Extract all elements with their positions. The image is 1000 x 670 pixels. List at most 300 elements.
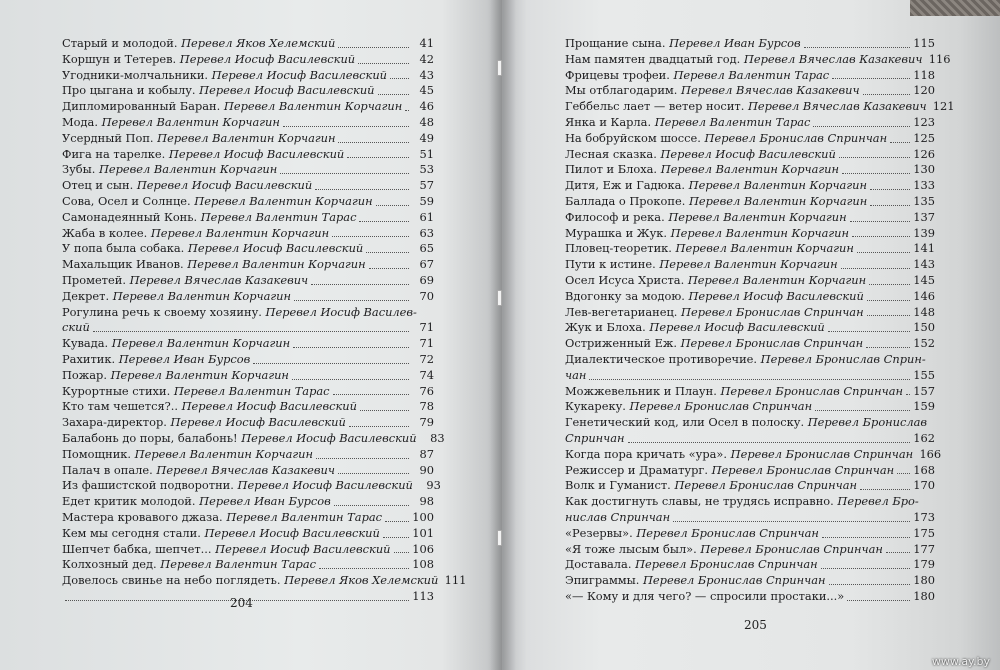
toc-entry [62, 542, 434, 558]
leader-dots [338, 47, 409, 48]
leader-dots [360, 410, 409, 411]
toc-entry [62, 399, 434, 415]
entry-title: Лев-вегетарианец. [565, 304, 678, 319]
toc-entry [565, 178, 935, 194]
entry-title: Генетический код, или Осел в полоску. [565, 415, 805, 430]
entry-page: 120 [913, 83, 935, 98]
entry-translator: Перевел Валентин Корчагин [670, 225, 849, 240]
entry-title: Лесная сказка. [565, 146, 657, 161]
leader-dots [253, 363, 409, 364]
right-page [502, 0, 1000, 670]
toc-entry [62, 463, 434, 479]
entry-translator: Перевел Иосиф Василевский [181, 399, 357, 414]
toc-entry-continued [565, 431, 935, 447]
entry-page: 71 [419, 320, 434, 335]
leader-dots [405, 110, 409, 111]
entry-title: Жаба в колее. [62, 225, 148, 240]
toc-entry [565, 162, 935, 178]
entry-title: Прометей. [62, 272, 126, 287]
page-number-left: 204 [230, 596, 253, 610]
toc-entry [62, 526, 434, 542]
leader-dots [338, 142, 409, 143]
toc-entry [565, 573, 935, 589]
leader-dots [832, 78, 910, 79]
entry-page: 152 [913, 336, 935, 351]
entry-page: 51 [419, 146, 434, 161]
entry-translator: Перевел Валентин Корчагин [187, 257, 366, 272]
entry-translator: Перевел Валентин Корчагин [223, 99, 403, 114]
entry-page: 83 [430, 430, 445, 445]
entry-translator: Перевел Валентин Тарас [226, 509, 383, 524]
entry-page: 180 [913, 588, 935, 603]
entry-title: Помощник. [62, 446, 132, 461]
toc-entry [565, 384, 935, 400]
entry-title: На бобруйском шоссе. [565, 130, 701, 145]
leader-dots [333, 394, 409, 395]
toc-entry [62, 557, 434, 573]
leader-dots [857, 252, 910, 253]
toc-entry [62, 194, 434, 210]
leader-dots [847, 600, 910, 601]
entry-translator: Перевел Иосиф Василевский [215, 541, 391, 556]
toc-entry [62, 273, 434, 289]
entry-translator: Перевел Валентин Тарас [654, 114, 811, 129]
entry-title: Остриженный Еж. [565, 336, 677, 351]
entry-page: 49 [419, 130, 434, 145]
toc-entry [565, 478, 935, 494]
toc-entry [62, 36, 434, 52]
entry-translator: Перевел Бронислав Спринчан [704, 130, 888, 145]
entry-page: 133 [913, 178, 935, 193]
entry-page: 67 [419, 257, 434, 272]
entry-translator: Перевел Бронислав Спринчан [730, 446, 914, 461]
entry-page: 53 [419, 162, 434, 177]
entry-title: Янка и Карла. [565, 114, 652, 129]
entry-title: Зубы. [62, 162, 96, 177]
entry-page: 135 [913, 193, 935, 208]
entry-page: 157 [913, 383, 935, 398]
entry-page: 48 [419, 114, 434, 129]
leader-dots [390, 78, 409, 79]
entry-title: Как достигнуть славы, не трудясь исправно. [565, 494, 834, 509]
leader-dots [863, 94, 910, 95]
entry-title: Кувада. [62, 336, 109, 351]
entry-page: 118 [913, 67, 935, 82]
leader-dots [332, 236, 409, 237]
entry-title: Декрет. [62, 288, 110, 303]
toc-entry [62, 210, 434, 226]
toc-entry [565, 131, 935, 147]
entry-title: Кукареку. [565, 399, 626, 414]
toc-entry [62, 447, 434, 463]
entry-page: 63 [419, 225, 434, 240]
entry-title: Можжевельник и Плаун. [565, 383, 717, 398]
toc-entry [565, 273, 935, 289]
toc-entry [565, 115, 935, 131]
entry-translator: Перевел Валентин Корчагин [110, 367, 289, 382]
entry-translator: Перевел Валентин Корчагин [668, 209, 847, 224]
entry-title: Довелось свинье на небо поглядеть. [62, 573, 281, 588]
entry-translator: Перевел Валентин Тарас [200, 209, 357, 224]
toc-entry [62, 99, 434, 115]
leader-dots [369, 268, 409, 269]
toc-entry [62, 510, 434, 526]
leader-dots [867, 300, 910, 301]
entry-page: 70 [419, 288, 434, 303]
toc-entry [565, 226, 935, 242]
toc-entry [62, 478, 441, 494]
entry-translator: Перевел Иосиф Василевский [187, 241, 364, 256]
toc-entry [565, 352, 935, 368]
toc-entry [62, 352, 434, 368]
entry-title: Мы отблагодарим. [565, 83, 678, 98]
entry-translator: Перевел Бронислав Спринчан [642, 573, 826, 588]
entry-translator: Перевел Валентин Корчагин [688, 193, 868, 208]
entry-page: 123 [913, 114, 935, 129]
leader-dots [828, 331, 910, 332]
leader-dots [394, 552, 409, 553]
leader-dots [358, 63, 409, 64]
entry-translator: Перевел Бронислав Спринчан [629, 399, 813, 414]
leader-dots [338, 473, 409, 474]
entry-page: 90 [419, 462, 434, 477]
leader-dots [673, 521, 910, 522]
entry-page: 180 [913, 573, 935, 588]
entry-title: Режиссер и Драматург. [565, 462, 708, 477]
entry-title: Кем мы сегодня стали. [62, 525, 201, 540]
entry-page: 150 [913, 320, 935, 335]
entry-translator: Перевел Бронислав Спринчан [680, 336, 864, 351]
entry-title: Махальщик Иванов. [62, 257, 184, 272]
leader-dots [842, 173, 910, 174]
toc-entry [62, 162, 434, 178]
entry-page: 130 [913, 162, 935, 177]
toc-entry [62, 68, 434, 84]
entry-page: 101 [412, 525, 434, 540]
entry-translator-continued: ский [62, 320, 90, 335]
entry-translator-continued: нислав Спринчан [565, 509, 671, 524]
toc-entry [62, 147, 434, 163]
entry-title: Баллада о Прокопе. [565, 193, 686, 208]
entry-title: Рогулина речь к своему хозяину. [62, 304, 262, 319]
entry-page: 159 [913, 399, 935, 414]
entry-page: 173 [913, 509, 935, 524]
toc-entry [62, 241, 434, 257]
leader-dots [841, 268, 910, 269]
entry-translator: Перевел Валентин Корчагин [111, 336, 291, 351]
leader-dots [334, 505, 409, 506]
toc-entry [62, 289, 434, 305]
leader-dots [283, 126, 409, 127]
entry-page: 106 [412, 541, 434, 556]
binding-stitch [497, 60, 502, 76]
entry-translator: Перевел Иосиф Василевский [179, 51, 356, 66]
leader-dots [294, 300, 409, 301]
leader-dots [383, 537, 409, 538]
entry-title: Философ и река. [565, 209, 665, 224]
entry-title: Пловец-теоретик. [565, 241, 672, 256]
entry-page: 145 [913, 272, 935, 287]
toc-entry [565, 336, 935, 352]
entry-title: Про цыгана и кобылу. [62, 83, 196, 98]
entry-translator: Перевел Бронислав Спринчан [700, 541, 883, 556]
entry-translator: Перевел Иосиф Василев- [265, 304, 417, 319]
entry-page: 61 [419, 209, 434, 224]
entry-translator: Перевел Валентин Корчагин [101, 114, 280, 129]
entry-page: 69 [419, 272, 434, 287]
entry-page: 45 [419, 83, 434, 98]
entry-title: Рахитик. [62, 351, 116, 366]
entry-translator: Перевел Иван Бурсов [118, 351, 251, 366]
entry-title: «— Кому и для чего? — спросили простаки...» [565, 588, 845, 603]
leader-dots [870, 205, 910, 206]
entry-translator: Перевел Валентин Корчагин [150, 225, 330, 240]
entry-page: 139 [913, 225, 935, 240]
toc-entry [62, 415, 434, 431]
leader-dots [852, 236, 910, 237]
entry-page: 42 [419, 51, 434, 66]
entry-title: Палач в опале. [62, 462, 153, 477]
leader-dots [850, 221, 910, 222]
entry-title: Курортные стихи. [62, 383, 171, 398]
entry-translator: Перевел Бронислав Спринчан [635, 557, 818, 572]
leader-dots [319, 568, 409, 569]
toc-entry-continued [565, 510, 935, 526]
toc-entry [62, 305, 434, 321]
leader-dots [815, 410, 910, 411]
entry-page: 116 [928, 51, 951, 66]
toc-entry [565, 557, 935, 573]
page-number-right: 205 [744, 618, 767, 632]
leader-dots [316, 458, 409, 459]
entry-page: 141 [913, 241, 935, 256]
entry-title: Вдогонку за модою. [565, 288, 685, 303]
toc-entry [62, 83, 434, 99]
entry-page: 148 [913, 304, 935, 319]
leader-dots [93, 331, 409, 332]
entry-title: Жук и Блоха. [565, 320, 646, 335]
entry-title: «Я тоже лысым был». [565, 541, 697, 556]
leader-dots [366, 252, 409, 253]
entry-translator: Перевел Иосиф Василевский [649, 320, 825, 335]
entry-page: 125 [913, 130, 935, 145]
entry-translator: Перевел Иосиф Василевский [237, 478, 413, 493]
entry-translator: Перевел Иосиф Василевский [204, 525, 380, 540]
entry-page: 43 [419, 67, 434, 82]
leader-dots [378, 94, 409, 95]
entry-translator: Перевел Бронислав [807, 415, 928, 430]
entry-title: Геббельс лает — ветер носит. [565, 99, 745, 114]
entry-title: Фрицевы трофеи. [565, 67, 670, 82]
toc-entry [565, 68, 935, 84]
leader-dots [867, 315, 910, 316]
toc-entry [565, 83, 935, 99]
entry-translator: Перевел Иосиф Василевский [136, 178, 313, 193]
entry-title: Коршун и Тетерев. [62, 51, 177, 66]
leader-dots [347, 157, 409, 158]
entry-page: 143 [913, 257, 935, 272]
toc-entry [62, 178, 434, 194]
entry-page: 162 [913, 430, 935, 445]
entry-title: Волк и Гуманист. [565, 478, 671, 493]
leader-dots [280, 173, 409, 174]
entry-translator: Перевел Вячеслав Казакевич [743, 51, 923, 66]
entry-title: Сова, Осел и Солнце. [62, 193, 191, 208]
entry-page: 65 [419, 241, 434, 256]
entry-translator: Перевел Валентин Корчагин [659, 257, 838, 272]
toc-entry [565, 257, 935, 273]
entry-title: Пути к истине. [565, 257, 656, 272]
entry-page: 126 [913, 146, 935, 161]
entry-page: 79 [419, 415, 434, 430]
watermark: www.ay.by [931, 655, 990, 668]
entry-translator: Перевел Бронислав Сприн- [760, 351, 926, 366]
toc-right [565, 36, 955, 605]
entry-translator: Перевел Иосиф Василевский [688, 288, 864, 303]
entry-title: Старый и молодой. [62, 36, 178, 50]
entry-title: Шепчет бабка, шепчет... [62, 541, 212, 556]
leader-dots [589, 379, 910, 380]
entry-title: Доставала. [565, 557, 632, 572]
leader-dots [906, 394, 910, 395]
entry-translator: Перевел Валентин Корчагин [157, 130, 336, 145]
entry-translator: Перевел Вячеслав Казакевич [747, 99, 927, 114]
leader-dots [311, 284, 409, 285]
entry-title: Осел Исуса Христа. [565, 272, 685, 287]
toc-entry [565, 526, 935, 542]
entry-translator: Перевел Яков Хелемский [181, 36, 336, 50]
entry-title: Пожар. [62, 367, 107, 382]
leader-dots [359, 221, 409, 222]
entry-translator: Перевел Валентин Корчагин [194, 193, 373, 208]
leader-dots [804, 47, 910, 48]
entry-page: 87 [419, 446, 434, 461]
entry-page: 41 [419, 36, 434, 50]
entry-translator-continued: Спринчан [565, 430, 625, 445]
toc-entry [565, 99, 955, 115]
entry-title: «Резервы». [565, 525, 633, 540]
entry-page: 168 [913, 462, 935, 477]
entry-translator: Перевел Бронислав Спринчан [674, 478, 857, 493]
entry-page: 57 [419, 178, 434, 193]
entry-title: Едет критик молодой. [62, 494, 196, 509]
toc-entry [565, 320, 935, 336]
entry-page: 111 [444, 573, 467, 588]
entry-translator: Перевел Бронислав Спринчан [711, 462, 895, 477]
toc-entry [62, 115, 434, 131]
leader-dots [822, 537, 910, 538]
toc-entry [565, 399, 935, 415]
entry-translator: Перевел Валентин Тарас [173, 383, 330, 398]
leader-dots [376, 205, 409, 206]
entry-page: 72 [419, 351, 434, 366]
entry-page: 146 [913, 288, 935, 303]
leader-dots [385, 521, 409, 522]
entry-page: 76 [419, 383, 434, 398]
entry-page: 98 [419, 494, 434, 509]
binding-stitch [497, 530, 502, 546]
toc-entry [565, 494, 935, 510]
entry-page: 115 [913, 36, 935, 50]
entry-translator: Перевел Вячеслав Казакевич [156, 462, 335, 477]
entry-title: Мурашка и Жук. [565, 225, 668, 240]
leader-dots [897, 473, 910, 474]
entry-translator: Перевел Иосиф Василевский [660, 146, 836, 161]
leader-dots [292, 379, 409, 380]
toc-entry [62, 430, 445, 447]
entry-page: 166 [919, 446, 942, 461]
toc-entry [62, 336, 434, 352]
entry-title: Дитя, Еж и Гадюка. [565, 178, 686, 193]
entry-page: 170 [913, 478, 935, 493]
leader-dots [870, 189, 910, 190]
toc-entry [565, 51, 951, 68]
entry-title: Пилот и Блоха. [565, 162, 658, 177]
leader-dots [813, 126, 910, 127]
leader-dots [860, 489, 910, 490]
entry-page: 74 [419, 367, 434, 382]
entry-title: Угодники-молчальники. [62, 67, 209, 82]
entry-page: 108 [412, 557, 434, 572]
toc-entry [62, 131, 434, 147]
entry-title: Самонадеянный Конь. [62, 209, 198, 224]
entry-translator: Перевел Бронислав Спринчан [681, 304, 864, 319]
entry-title: Мастера кровавого джаза. [62, 509, 223, 524]
leader-dots [293, 347, 409, 348]
leader-dots [886, 552, 910, 553]
toc-entry [565, 289, 935, 305]
entry-translator: Перевел Иосиф Василевский [170, 415, 346, 430]
entry-translator: Перевел Валентин Корчагин [98, 162, 278, 177]
entry-page: 100 [412, 509, 434, 524]
toc-entry [565, 446, 942, 463]
leader-dots [315, 189, 409, 190]
toc-entry-continued [565, 368, 935, 384]
entry-translator-continued: чан [565, 367, 587, 382]
leader-dots [829, 584, 910, 585]
entry-translator: Перевел Иосиф Василевский [199, 83, 375, 98]
entry-title: Фига на тарелке. [62, 146, 166, 161]
entry-translator: Перевел Валентин Тарас [160, 557, 317, 572]
entry-title: Кто там чешется?.. [62, 399, 178, 414]
entry-title: Отец и сын. [62, 178, 134, 193]
entry-page: 137 [913, 209, 935, 224]
entry-translator: Перевел Бро- [837, 494, 919, 509]
toc-entry [565, 241, 935, 257]
toc-entry [62, 52, 434, 68]
entry-title: Диалектическое противоречие. [565, 351, 758, 366]
entry-translator: Перевел Валентин Корчагин [687, 272, 867, 287]
entry-translator: Перевел Валентин Корчагин [660, 162, 839, 177]
binding-stitch [497, 290, 502, 306]
entry-translator: Перевел Валентин Тарас [673, 67, 830, 82]
entry-translator: Перевел Валентин Корчагин [112, 288, 292, 303]
leader-dots [821, 568, 910, 569]
entry-title: Из фашистской подворотни. [62, 478, 234, 493]
entry-title: Эпиграммы. [565, 573, 640, 588]
entry-title: Колхозный дед. [62, 557, 157, 572]
toc-entry [565, 415, 935, 431]
toc-entry [62, 384, 434, 400]
entry-page: 93 [426, 478, 441, 493]
entry-title: Нам памятен двадцатый год. [565, 51, 741, 66]
leader-dots [839, 157, 910, 158]
entry-title: Балабонь до поры, балабонь! [62, 430, 238, 445]
entry-title: Мода. [62, 114, 98, 129]
entry-title: У попа была собака. [62, 241, 185, 256]
leader-dots [890, 142, 910, 143]
entry-translator: Перевел Иосиф Василевский [211, 67, 388, 82]
